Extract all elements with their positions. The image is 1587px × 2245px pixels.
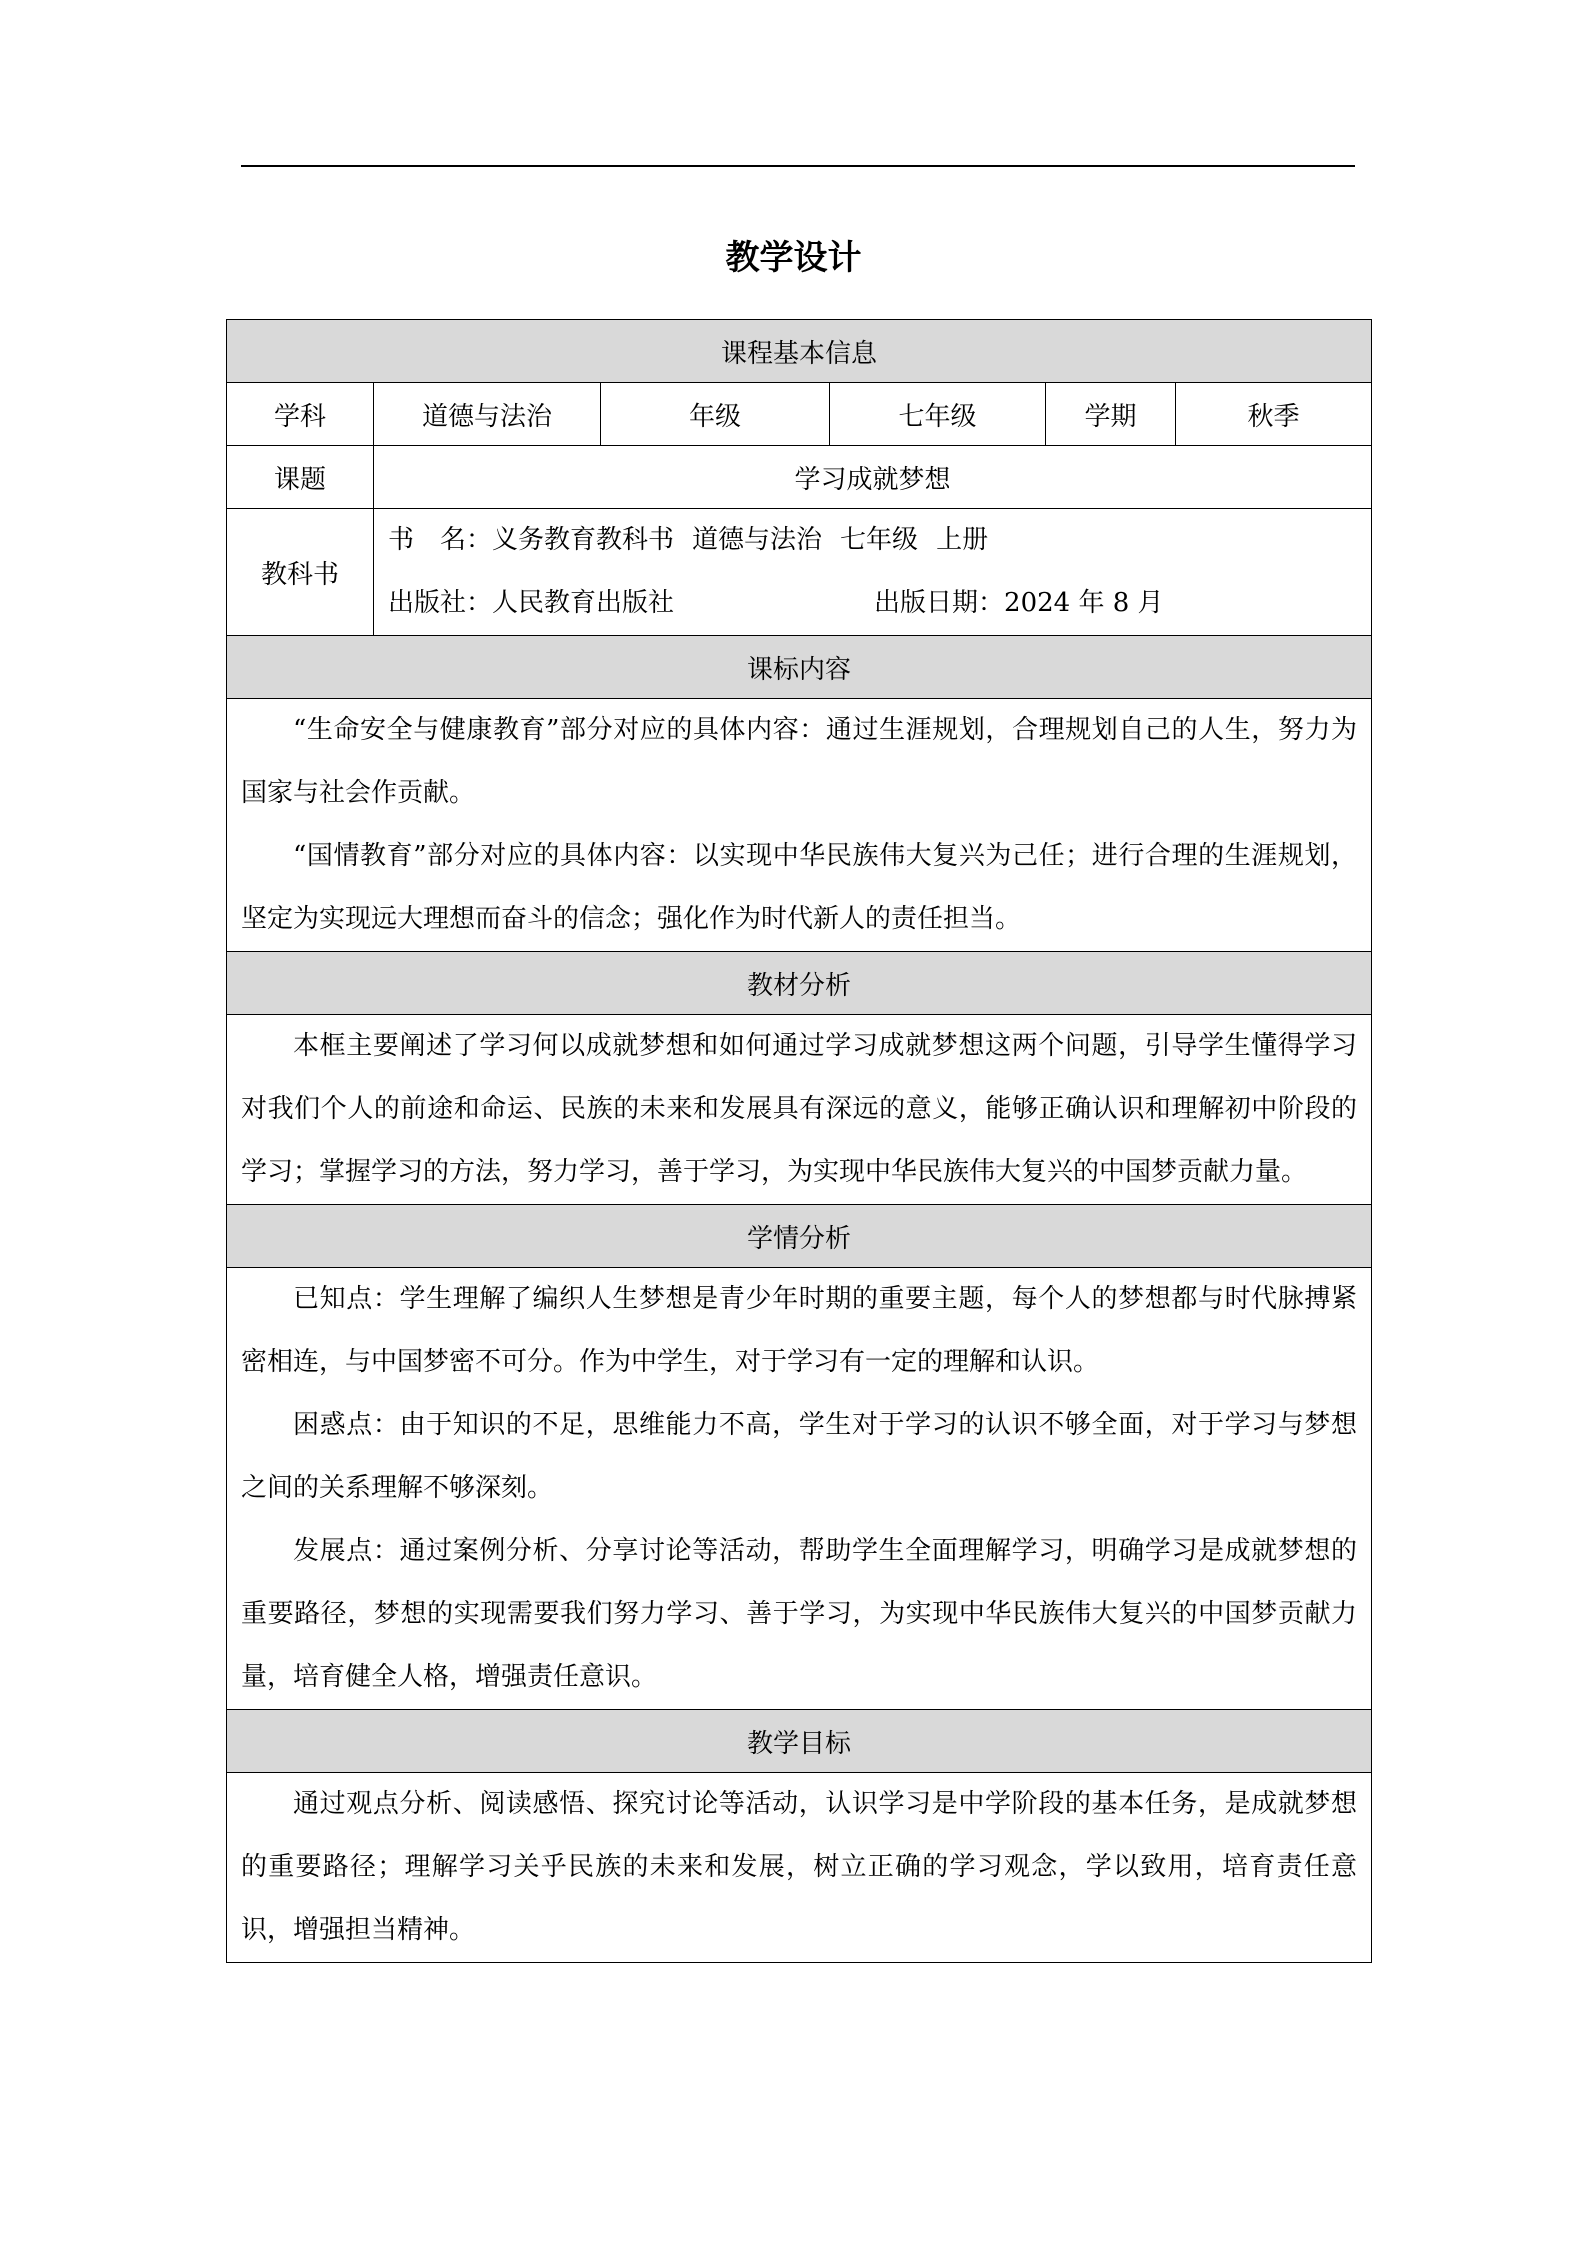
textbook-info <box>374 509 1372 636</box>
textbook-label: 教科书 <box>227 509 374 636</box>
student-analysis-header: 学情分析 <box>227 1205 1372 1268</box>
topic-value: 学习成就梦想 <box>374 446 1372 509</box>
lesson-design-table <box>226 319 1372 1963</box>
textbook-analysis-content <box>227 1015 1372 1205</box>
textbook-analysis-header: 教材分析 <box>227 952 1372 1015</box>
student-analysis-header-row <box>227 1205 1372 1268</box>
objectives-header-row <box>227 1710 1372 1773</box>
textbook-analysis-header-row <box>227 952 1372 1015</box>
curriculum-paragraph: “国情教育”部分对应的具体内容：以实现中华民族伟大复兴为己任；进行合理的生涯规划，坚定为实现远大理想而奋斗的信念；强化作为时代新人的责任担当。 <box>241 841 1358 934</box>
grade-value: 七年级 <box>830 383 1046 446</box>
student-analysis-content <box>227 1268 1372 1710</box>
book-name-part-1: 义务教育教科书 <box>492 525 675 555</box>
curriculum-content <box>227 699 1372 952</box>
subject-value: 道德与法治 <box>374 383 601 446</box>
publisher-value: 人民教育出版社 <box>492 588 675 618</box>
student-analysis-paragraph: 困惑点：由于知识的不足，思维能力不高，学生对于学习的认识不够全面，对于学习与梦想之间的关系理解不够深刻。 <box>241 1410 1358 1503</box>
student-analysis-body-row <box>227 1268 1372 1710</box>
curriculum-body-row <box>227 699 1372 952</box>
publisher-label: 出版社： <box>388 588 493 618</box>
header-rule <box>241 165 1355 167</box>
student-analysis-paragraph: 发展点：通过案例分析、分享讨论等活动，帮助学生全面理解学习，明确学习是成就梦想的重要路径，梦想的实现需要我们努力学习、善于学习，为实现中华民族伟大复兴的中国梦贡献力量，培育健全人格，增强责任意识。 <box>241 1536 1358 1692</box>
book-name-line <box>388 509 1357 572</box>
subject-row <box>227 383 1372 446</box>
curriculum-paragraph: “生命安全与健康教育”部分对应的具体内容：通过生涯规划，合理规划自己的人生，努力为国家与社会作贡献。 <box>241 715 1358 808</box>
objectives-header: 教学目标 <box>227 1710 1372 1773</box>
pub-date-value: 2024 年 8 月 <box>1004 588 1164 618</box>
basic-info-header-row <box>227 320 1372 383</box>
topic-label: 课题 <box>227 446 374 509</box>
term-label: 学期 <box>1046 383 1176 446</box>
objectives-body-row <box>227 1773 1372 1963</box>
basic-info-header: 课程基本信息 <box>227 320 1372 383</box>
book-name-part-4: 上册 <box>936 525 989 555</box>
objectives-content <box>227 1773 1372 1963</box>
pub-date-label: 出版日期： <box>874 588 1005 618</box>
book-name-part-3: 七年级 <box>840 525 919 555</box>
publisher-line <box>388 572 1357 635</box>
textbook-row <box>227 509 1372 636</box>
subject-label: 学科 <box>227 383 374 446</box>
objectives-paragraph: 通过观点分析、阅读感悟、探究讨论等活动，认识学习是中学阶段的基本任务，是成就梦想的重要路径；理解学习关乎民族的未来和发展，树立正确的学习观念，学以致用，培育责任意识，增强担当精神。 <box>241 1789 1358 1945</box>
curriculum-header-row <box>227 636 1372 699</box>
book-name-label: 书 名： <box>388 525 493 555</box>
textbook-analysis-body-row <box>227 1015 1372 1205</box>
textbook-analysis-paragraph: 本框主要阐述了学习何以成就梦想和如何通过学习成就梦想这两个问题，引导学生懂得学习对我们个人的前途和命运、民族的未来和发展具有深远的意义，能够正确认识和理解初中阶段的学习；掌握学习的方法，努力学习，善于学习，为实现中华民族伟大复兴的中国梦贡献力量。 <box>241 1031 1358 1187</box>
document-title: 教学设计 <box>725 238 862 278</box>
term-value: 秋季 <box>1176 383 1372 446</box>
student-analysis-paragraph: 已知点：学生理解了编织人生梦想是青少年时期的重要主题，每个人的梦想都与时代脉搏紧密相连，与中国梦密不可分。作为中学生，对于学习有一定的理解和认识。 <box>241 1284 1358 1377</box>
topic-row <box>227 446 1372 509</box>
book-name-part-2: 道德与法治 <box>692 525 823 555</box>
curriculum-header: 课标内容 <box>227 636 1372 699</box>
grade-label: 年级 <box>601 383 830 446</box>
